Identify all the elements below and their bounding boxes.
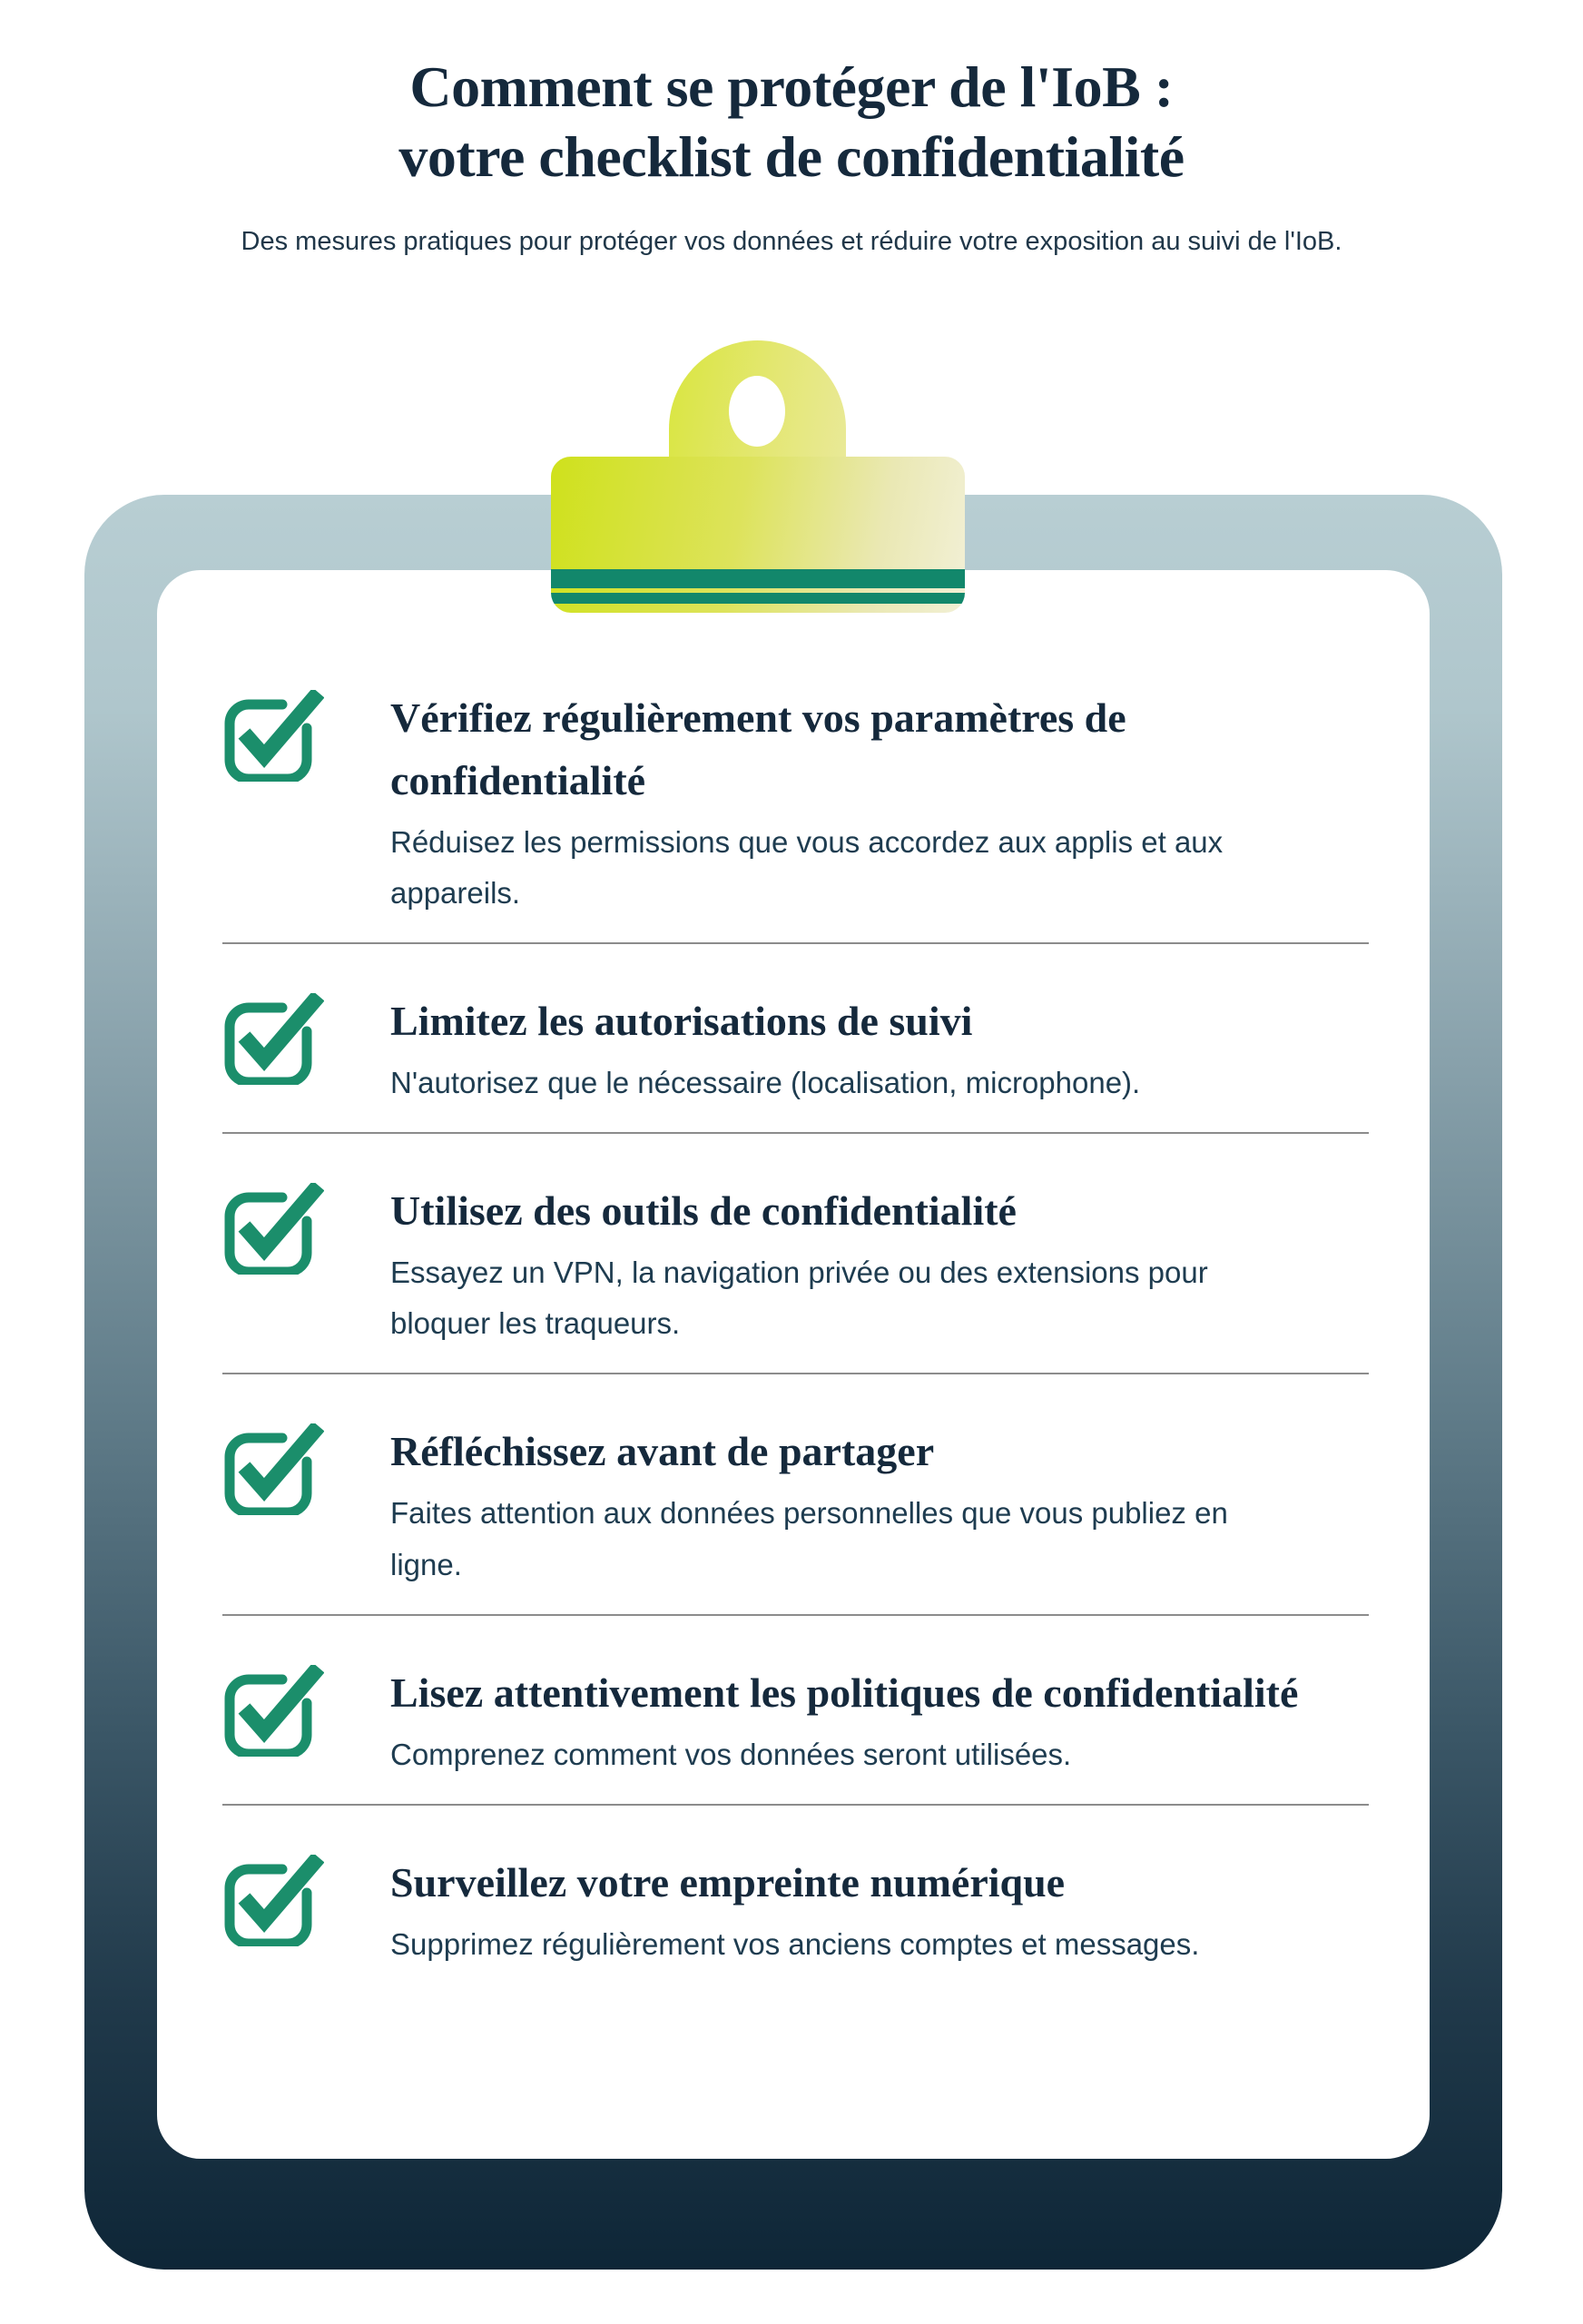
checklist-item-text <box>390 1420 1369 1590</box>
checked-checkbox-icon <box>222 1423 324 1515</box>
checklist-item-text <box>390 1851 1369 1970</box>
checklist-card <box>157 570 1430 2159</box>
checklist-item <box>222 944 1369 1132</box>
checklist-item-text <box>390 990 1369 1108</box>
checklist-item <box>222 1134 1369 1373</box>
checklist-item-title: Lisez attentivement les politiques de confidentialité <box>390 1669 1299 1716</box>
clipboard-illustration <box>84 495 1502 2270</box>
checklist-item-description: Faites attention aux données personnelles que vous publiez en ligne. <box>390 1496 1228 1581</box>
checklist-item <box>222 641 1369 942</box>
checklist-item-description: Supprimez régulièrement vos anciens comptes et messages. <box>390 1926 1200 1961</box>
page-title-line-2: votre checklist de confidentialité <box>398 123 1185 189</box>
checklist-item-text <box>390 686 1369 919</box>
checklist-item-text <box>390 1179 1369 1349</box>
page-subtitle: Des mesures pratiques pour protéger vos données et réduire votre exposition au suivi de l'IoB. <box>241 226 1342 256</box>
checklist-item-description: Comprenez comment vos données seront utilisées. <box>390 1737 1072 1771</box>
checklist-item-description: Essayez un VPN, la navigation privée ou des extensions pour bloquer les traqueurs. <box>390 1256 1208 1341</box>
header <box>0 53 1583 259</box>
checklist-item-title: Limitez les autorisations de suivi <box>390 998 973 1045</box>
checklist-item-description: Réduisez les permissions que vous accordez aux applis et aux appareils. <box>390 825 1224 911</box>
checklist-item <box>222 1616 1369 1804</box>
clipboard-clip-hole <box>729 376 785 447</box>
page-title-line-1: Comment se protéger de l'IoB : <box>409 54 1174 119</box>
checklist-item-description: N'autorisez que le nécessaire (localisation, microphone). <box>390 1066 1141 1100</box>
checklist-item <box>222 1374 1369 1613</box>
checklist-item-title: Réfléchissez avant de partager <box>390 1428 935 1475</box>
checklist-item-title: Utilisez des outils de confidentialité <box>390 1187 1017 1235</box>
checklist <box>157 570 1430 2159</box>
checked-checkbox-icon <box>222 690 324 782</box>
checked-checkbox-icon <box>222 1855 324 1946</box>
clipboard-clip-body <box>551 457 965 613</box>
checklist-item-text <box>390 1661 1369 1780</box>
checked-checkbox-icon <box>222 1183 324 1275</box>
checklist-item-title: Surveillez votre empreinte numérique <box>390 1858 1066 1905</box>
checked-checkbox-icon <box>222 1665 324 1757</box>
checklist-item-title: Vérifiez régulièrement vos paramètres de confidentialité <box>390 694 1126 803</box>
checked-checkbox-icon <box>222 993 324 1085</box>
page-title <box>0 53 1583 192</box>
checklist-item <box>222 1806 1369 1994</box>
